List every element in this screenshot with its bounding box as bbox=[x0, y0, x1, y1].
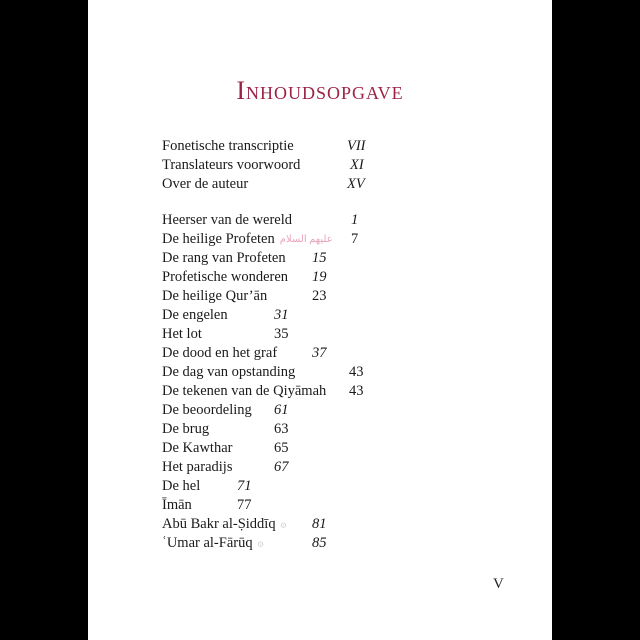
toc-page: 71 bbox=[237, 478, 252, 494]
toc-label: De brug bbox=[162, 421, 210, 437]
toc-label: De heilige Profeten عليهم السلام bbox=[162, 230, 333, 249]
toc-page: 37 bbox=[312, 345, 327, 361]
toc-label: De engelen bbox=[162, 307, 228, 323]
toc-label: Over de auteur bbox=[162, 176, 249, 192]
toc-label: De rang van Profeten bbox=[162, 250, 286, 266]
toc-page: XI bbox=[350, 157, 364, 173]
toc-label: De tekenen van de Qiyāmah bbox=[162, 383, 327, 399]
toc-label: Het lot bbox=[162, 326, 202, 342]
toc-page: 19 bbox=[312, 269, 327, 285]
toc-page: 7 bbox=[351, 231, 359, 247]
toc-page: 63 bbox=[274, 421, 289, 437]
toc-page: 1 bbox=[351, 212, 359, 228]
toc-label: De hel bbox=[162, 478, 201, 494]
honorific-icon: عليهم السلام bbox=[279, 234, 333, 246]
toc-label: Abū Bakr al-Ṣiddīq ۞ bbox=[162, 515, 286, 534]
toc-label: Īmān bbox=[162, 497, 192, 513]
toc-label: De beoordeling bbox=[162, 402, 252, 418]
honorific-icon: ۞ bbox=[257, 538, 264, 550]
toc-page: XV bbox=[347, 176, 365, 192]
toc-page: 77 bbox=[237, 497, 252, 513]
toc-page: 15 bbox=[312, 250, 327, 266]
toc-page: 43 bbox=[349, 364, 364, 380]
toc-label: De heilige Qur’ān bbox=[162, 288, 268, 304]
toc-page: 23 bbox=[312, 288, 327, 304]
toc-page: 81 bbox=[312, 516, 327, 532]
toc-page: 67 bbox=[274, 459, 289, 475]
toc-page: 43 bbox=[349, 383, 364, 399]
toc-label: De dag van opstanding bbox=[162, 364, 296, 380]
toc-label: De dood en het graf bbox=[162, 345, 278, 361]
toc-page: 35 bbox=[274, 326, 289, 342]
toc-label: Fonetische transcriptie bbox=[162, 138, 294, 154]
document-page bbox=[88, 0, 552, 640]
toc-label: De Kawthar bbox=[162, 440, 233, 456]
toc-page: 61 bbox=[274, 402, 289, 418]
honorific-icon: ۞ bbox=[280, 519, 287, 531]
page-number: V bbox=[493, 576, 504, 592]
page-title: Inhoudsopgave bbox=[236, 76, 404, 105]
toc-label: Translateurs voorwoord bbox=[162, 157, 301, 173]
toc-page: 85 bbox=[312, 535, 327, 551]
toc-page: 31 bbox=[274, 307, 289, 323]
toc-label: Heerser van de wereld bbox=[162, 212, 293, 228]
toc-label: Profetische wonderen bbox=[162, 269, 289, 285]
toc-label: Het paradijs bbox=[162, 459, 233, 475]
toc-label: ʿUmar al-Fārūq ۞ bbox=[162, 534, 263, 553]
toc-page: VII bbox=[347, 138, 366, 154]
toc-page: 65 bbox=[274, 440, 289, 456]
